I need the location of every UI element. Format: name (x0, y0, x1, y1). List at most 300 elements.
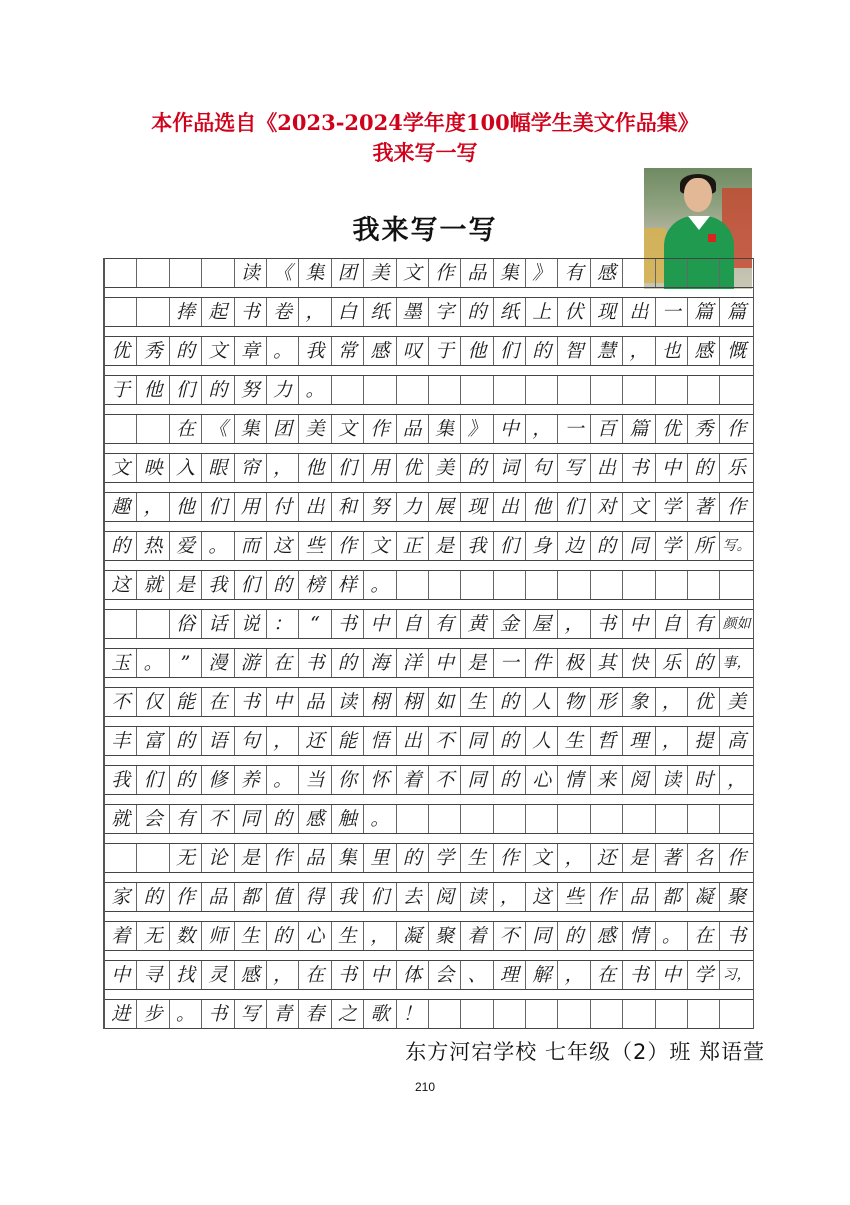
grid-cell: 学 (656, 493, 688, 521)
grid-cell: 灵 (202, 961, 234, 989)
grid-cell: 们 (202, 493, 234, 521)
grid-cell: 。 (267, 766, 299, 794)
grid-cell: 。 (170, 1000, 202, 1028)
grid-cell: 于 (429, 337, 461, 365)
grid-cell: 我 (105, 766, 137, 794)
grid-row (105, 687, 753, 717)
collection-title: 本作品选自《2023-2024学年度100幅学生美文作品集》 (151, 110, 699, 135)
grid-cell (397, 805, 429, 833)
grid-cell: ” (170, 649, 202, 677)
grid-cell: 榜 (299, 571, 331, 599)
grid-cell: 些 (558, 883, 590, 911)
grid-cell: 伏 (558, 298, 590, 326)
grid-cell: 是 (623, 844, 655, 872)
grid-row (105, 804, 753, 834)
grid-cell: 眼 (202, 454, 234, 482)
grid-cell: 还 (299, 727, 331, 755)
grid-cell: 乐 (727, 457, 747, 479)
grid-cell: 映 (137, 454, 169, 482)
grid-cell: 正 (397, 532, 429, 560)
grid-cell: 去 (397, 883, 429, 911)
grid-cell: 在 (267, 649, 299, 677)
grid-cell: 习， (722, 967, 751, 983)
grid-cell: 件 (526, 649, 558, 677)
grid-cell: 文 (202, 337, 234, 365)
grid-cell: 。 (202, 532, 234, 560)
grid-row (105, 336, 753, 366)
grid-cell: ， (558, 844, 590, 872)
grid-cell (688, 376, 720, 404)
grid-row (105, 297, 753, 327)
grid-cell: 快 (623, 649, 655, 677)
grid-cell: 读 (235, 259, 267, 287)
grid-cell: 优 (656, 415, 688, 443)
grid-cell: 屋 (526, 610, 558, 638)
grid-cell (526, 376, 558, 404)
grid-cell: 有 (688, 610, 720, 638)
grid-cell: 聚 (429, 922, 461, 950)
grid-cell: 也 (656, 337, 688, 365)
grid-cell: 而 (235, 532, 267, 560)
grid-cell: 是 (429, 532, 461, 560)
grid-cell (720, 1000, 752, 1028)
grid-cell: 文 (364, 532, 396, 560)
grid-cell: 优 (105, 337, 137, 365)
grid-cell: 的 (137, 883, 169, 911)
grid-cell: 慧 (591, 337, 623, 365)
grid-cell: 时 (688, 766, 720, 794)
grid-cell: 篇 (688, 298, 720, 326)
grid-cell: 纸 (494, 298, 526, 326)
grid-cell: 事， (722, 655, 751, 671)
grid-cell: 优 (397, 454, 429, 482)
grid-cell: 你 (332, 766, 364, 794)
grid-cell (364, 376, 396, 404)
grid-cell: 会 (429, 961, 461, 989)
grid-cell: 努 (235, 376, 267, 404)
grid-cell (623, 1000, 655, 1028)
grid-cell: 身 (526, 532, 558, 560)
grid-cell (137, 415, 169, 443)
grid-cell: 句 (235, 727, 267, 755)
grid-cell: 一 (558, 415, 590, 443)
grid-cell: 在 (170, 415, 202, 443)
grid-cell: 》 (526, 259, 558, 287)
grid-cell: 人 (526, 727, 558, 755)
grid-cell: 都 (656, 883, 688, 911)
grid-cell: 们 (137, 766, 169, 794)
grid-cell: ， (558, 610, 590, 638)
grid-cell: 之 (332, 1000, 364, 1028)
grid-cell (688, 1000, 720, 1028)
grid-cell: 物 (558, 688, 590, 716)
grid-cell: 篇 (727, 301, 747, 323)
grid-cell: ， (656, 727, 688, 755)
grid-cell: ， (623, 337, 655, 365)
grid-cell: 作 (494, 844, 526, 872)
grid-cell (623, 571, 655, 599)
grid-cell: 提 (688, 727, 720, 755)
grid-cell (720, 805, 752, 833)
sheet-title: 我来写一写 (352, 215, 498, 246)
grid-cell: 如 (429, 688, 461, 716)
grid-cell: 丰 (105, 727, 137, 755)
grid-row (105, 921, 753, 951)
grid-cell: 的 (105, 532, 137, 560)
grid-cell: 俗 (170, 610, 202, 638)
grid-cell: 百 (591, 415, 623, 443)
grid-cell: 一 (656, 298, 688, 326)
grid-cell (105, 610, 137, 638)
grid-cell: ， (558, 961, 590, 989)
grid-cell: 、 (461, 961, 493, 989)
grid-cell (591, 571, 623, 599)
grid-cell: 中 (267, 688, 299, 716)
grid-cell: 付 (267, 493, 299, 521)
grid-row (105, 999, 753, 1029)
grid-cell: 秀 (137, 337, 169, 365)
grid-cell: 凝 (688, 883, 720, 911)
grid-cell: 同 (526, 922, 558, 950)
grid-cell: 感 (235, 961, 267, 989)
grid-cell: 生 (461, 844, 493, 872)
grid-cell: 形 (591, 688, 623, 716)
grid-cell (720, 571, 752, 599)
grid-cell: 的 (494, 727, 526, 755)
grid-cell: 边 (558, 532, 590, 560)
grid-cell: 感 (591, 259, 623, 287)
grid-cell: ： (267, 610, 299, 638)
grid-cell: ， (267, 454, 299, 482)
grid-cell (558, 376, 590, 404)
grid-cell (656, 259, 688, 287)
grid-cell: 出 (591, 454, 623, 482)
grid-cell: 有 (558, 259, 590, 287)
grid-cell (656, 376, 688, 404)
grid-cell: 品 (461, 259, 493, 287)
grid-cell: 不 (429, 727, 461, 755)
grid-cell: 作 (727, 418, 747, 440)
grid-row (105, 765, 753, 795)
grid-cell: 写。 (722, 538, 751, 554)
grid-cell: 和 (332, 493, 364, 521)
grid-cell: 写 (558, 454, 590, 482)
grid-cell: 读 (461, 883, 493, 911)
grid-cell: 对 (591, 493, 623, 521)
grid-cell: 写 (235, 1000, 267, 1028)
grid-cell: 美 (727, 691, 747, 713)
grid-cell (591, 376, 623, 404)
grid-cell: 颜如 (722, 616, 751, 632)
grid-cell (494, 376, 526, 404)
grid-cell: 歌 (364, 1000, 396, 1028)
grid-cell: 能 (170, 688, 202, 716)
grid-cell: 不 (202, 805, 234, 833)
grid-cell: 团 (332, 259, 364, 287)
grid-cell: ， (494, 883, 526, 911)
grid-cell (461, 1000, 493, 1028)
grid-cell: ， (137, 493, 169, 521)
grid-cell: 我 (202, 571, 234, 599)
grid-cell: 的 (170, 766, 202, 794)
grid-cell: 养 (235, 766, 267, 794)
grid-cell: 玉 (105, 649, 137, 677)
grid-cell: 洋 (397, 649, 429, 677)
grid-cell: “ (299, 610, 331, 638)
grid-cell: 春 (299, 1000, 331, 1028)
grid-cell (397, 571, 429, 599)
grid-cell: 品 (202, 883, 234, 911)
grid-cell: 着 (397, 766, 429, 794)
grid-row (105, 570, 753, 600)
grid-cell: 富 (137, 727, 169, 755)
grid-cell: 来 (591, 766, 623, 794)
grid-cell: 现 (591, 298, 623, 326)
grid-cell (526, 1000, 558, 1028)
grid-cell: 阅 (623, 766, 655, 794)
grid-cell: 情 (623, 922, 655, 950)
grid-cell: 文 (397, 259, 429, 287)
grid-row (105, 492, 753, 522)
grid-cell: 他 (461, 337, 493, 365)
grid-cell: 在 (591, 961, 623, 989)
grid-cell: 在 (202, 688, 234, 716)
grid-row (105, 258, 753, 288)
grid-cell (105, 844, 137, 872)
grid-cell: 作 (267, 844, 299, 872)
grid-cell: 心 (299, 922, 331, 950)
grid-cell (720, 376, 752, 404)
grid-row (105, 609, 753, 639)
grid-cell: 师 (202, 922, 234, 950)
grid-cell: 他 (526, 493, 558, 521)
grid-cell (720, 259, 752, 287)
grid-cell: 读 (656, 766, 688, 794)
grid-cell: 文 (526, 844, 558, 872)
grid-cell: 修 (202, 766, 234, 794)
grid-cell: 名 (688, 844, 720, 872)
grid-cell: 作 (364, 415, 396, 443)
grid-cell: 的 (461, 298, 493, 326)
grid-cell: 感 (364, 337, 396, 365)
author-line: 东方河宕学校 七年级（2）班 郑语萱 (405, 1040, 765, 1064)
grid-row (105, 648, 753, 678)
grid-row (105, 843, 753, 873)
grid-cell: 游 (235, 649, 267, 677)
grid-row (105, 531, 753, 561)
grid-cell (137, 298, 169, 326)
grid-cell: 他 (137, 376, 169, 404)
grid-cell: 着 (461, 922, 493, 950)
grid-cell: 步 (137, 1000, 169, 1028)
grid-cell: 品 (397, 415, 429, 443)
grid-cell: 。 (267, 337, 299, 365)
grid-cell: 的 (332, 649, 364, 677)
grid-cell: 里 (364, 844, 396, 872)
grid-cell: 有 (170, 805, 202, 833)
grid-cell: 他 (299, 454, 331, 482)
grid-cell: 中 (656, 961, 688, 989)
grid-row (105, 375, 753, 405)
grid-cell: 作 (727, 847, 747, 869)
grid-cell: ， (364, 922, 396, 950)
grid-cell: 就 (105, 805, 137, 833)
grid-cell (137, 259, 169, 287)
grid-cell (429, 1000, 461, 1028)
grid-cell (591, 1000, 623, 1028)
grid-cell: 叹 (397, 337, 429, 365)
grid-cell: 纸 (364, 298, 396, 326)
grid-cell: 其 (591, 649, 623, 677)
grid-cell: 解 (526, 961, 558, 989)
grid-cell: 书 (332, 961, 364, 989)
grid-cell: 是 (170, 571, 202, 599)
grid-cell (656, 805, 688, 833)
grid-cell: 在 (299, 961, 331, 989)
grid-cell: 集 (235, 415, 267, 443)
grid-cell: 乐 (656, 649, 688, 677)
grid-cell: 同 (235, 805, 267, 833)
grid-cell (688, 259, 720, 287)
grid-cell: 中 (429, 649, 461, 677)
grid-cell: 青 (267, 1000, 299, 1028)
grid-cell: 《 (202, 415, 234, 443)
grid-cell: 高 (727, 730, 747, 752)
grid-cell: 情 (558, 766, 590, 794)
grid-cell: 样 (332, 571, 364, 599)
grid-cell: 当 (299, 766, 331, 794)
grid-cell: 文 (332, 415, 364, 443)
grid-cell (461, 376, 493, 404)
grid-cell: 常 (332, 337, 364, 365)
grid-cell (688, 805, 720, 833)
grid-cell (429, 805, 461, 833)
grid-cell: 值 (267, 883, 299, 911)
grid-cell: ， (267, 961, 299, 989)
grid-cell: 出 (623, 298, 655, 326)
grid-cell (558, 1000, 590, 1028)
grid-cell: 我 (461, 532, 493, 560)
grid-cell: 读 (332, 688, 364, 716)
grid-cell: 的 (170, 727, 202, 755)
grid-cell (591, 805, 623, 833)
grid-cell: 在 (688, 922, 720, 950)
grid-cell: 话 (202, 610, 234, 638)
grid-cell: 用 (364, 454, 396, 482)
grid-cell: 所 (688, 532, 720, 560)
grid-cell: 的 (397, 844, 429, 872)
grid-cell: 卷 (267, 298, 299, 326)
grid-cell (397, 376, 429, 404)
grid-cell: 我 (299, 337, 331, 365)
grid-cell: 》 (461, 415, 493, 443)
grid-cell: 感 (591, 922, 623, 950)
grid-cell: 感 (688, 337, 720, 365)
grid-cell: 《 (267, 259, 299, 287)
grid-cell: 生 (558, 727, 590, 755)
grid-cell: 体 (397, 961, 429, 989)
grid-cell: 入 (170, 454, 202, 482)
grid-cell: 仅 (137, 688, 169, 716)
grid-cell: 生 (461, 688, 493, 716)
grid-cell: 栩 (364, 688, 396, 716)
grid-cell: 学 (656, 532, 688, 560)
grid-cell: 数 (170, 922, 202, 950)
grid-cell: 理 (623, 727, 655, 755)
grid-cell: 些 (299, 532, 331, 560)
grid-cell: 这 (526, 883, 558, 911)
grid-cell: 语 (202, 727, 234, 755)
grid-cell (170, 259, 202, 287)
grid-cell: 这 (105, 571, 137, 599)
grid-cell: 品 (299, 844, 331, 872)
grid-cell: 集 (332, 844, 364, 872)
grid-cell: 悟 (364, 727, 396, 755)
grid-cell: ， (267, 727, 299, 755)
grid-cell: 章 (235, 337, 267, 365)
grid-cell: 作 (170, 883, 202, 911)
grid-cell (137, 844, 169, 872)
grid-cell (105, 415, 137, 443)
grid-cell: 起 (202, 298, 234, 326)
grid-cell: 捧 (170, 298, 202, 326)
grid-cell: 智 (558, 337, 590, 365)
grid-cell: 理 (494, 961, 526, 989)
grid-cell: 金 (494, 610, 526, 638)
grid-cell: 们 (235, 571, 267, 599)
grid-cell: 出 (494, 493, 526, 521)
grid-cell (494, 805, 526, 833)
grid-cell: 的 (267, 571, 299, 599)
grid-cell: 集 (494, 259, 526, 287)
grid-cell: 集 (299, 259, 331, 287)
grid-cell: 努 (364, 493, 396, 521)
grid-cell: 作 (591, 883, 623, 911)
grid-row (105, 453, 753, 483)
grid-cell: 会 (137, 805, 169, 833)
grid-cell: 的 (267, 922, 299, 950)
grid-cell: 们 (170, 376, 202, 404)
grid-cell: 自 (656, 610, 688, 638)
grid-cell: 自 (397, 610, 429, 638)
grid-cell: 上 (526, 298, 558, 326)
grid-cell: 都 (235, 883, 267, 911)
grid-cell: 集 (429, 415, 461, 443)
grid-cell: 漫 (202, 649, 234, 677)
grid-cell: 的 (202, 376, 234, 404)
grid-cell: 秀 (688, 415, 720, 443)
grid-cell: 书 (623, 454, 655, 482)
grid-cell: 同 (623, 532, 655, 560)
grid-cell: 无 (137, 922, 169, 950)
grid-cell: 人 (526, 688, 558, 716)
grid-cell: 现 (461, 493, 493, 521)
essay-title-red: 我来写一写 (372, 140, 478, 165)
grid-cell: 触 (332, 805, 364, 833)
grid-cell: 是 (235, 844, 267, 872)
grid-cell: 爱 (170, 532, 202, 560)
grid-cell: 文 (105, 454, 137, 482)
grid-cell: 有 (429, 610, 461, 638)
grid-cell (558, 805, 590, 833)
grid-cell: ！ (397, 1000, 429, 1028)
grid-cell: 中 (656, 454, 688, 482)
grid-cell: 聚 (727, 886, 747, 908)
grid-cell (656, 571, 688, 599)
writing-grid (103, 258, 754, 1029)
grid-cell: 怀 (364, 766, 396, 794)
grid-cell: 们 (494, 337, 526, 365)
